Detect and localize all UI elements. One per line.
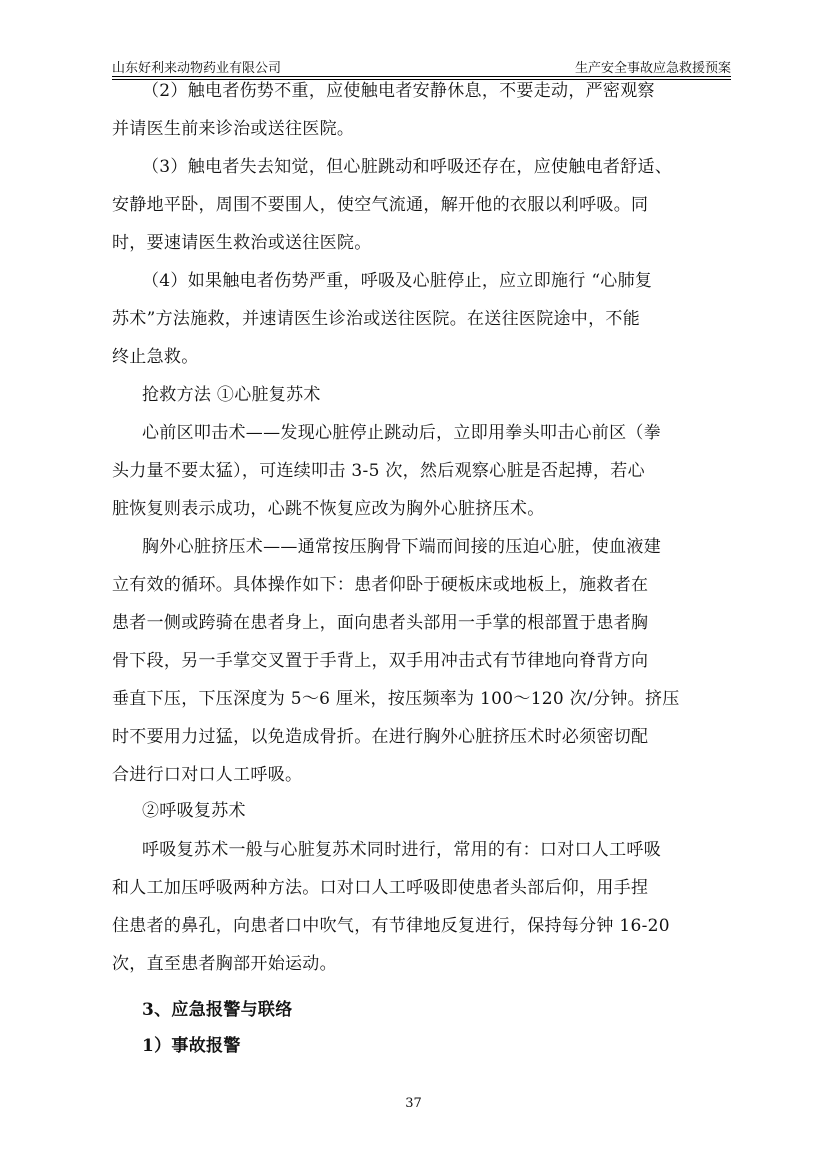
paragraph-line: 骨下段，另一手掌交叉置于手背上，双手用冲击式有节律地向脊背方向: [112, 651, 649, 671]
paragraph-line: 呼吸复苏术一般与心脏复苏术同时进行，常用的有：口对口人工呼吸: [142, 840, 661, 860]
paragraph-line: 垂直下压，下压深度为 5～6 厘米，按压频率为 100～120 次/分钟。挤压: [112, 689, 680, 709]
paragraph-line: 和人工加压呼吸两种方法。口对口人工呼吸即使患者头部后仰，用手捏: [112, 878, 649, 898]
paragraph-line: 立有效的循环。具体操作如下：患者仰卧于硬板床或地板上，施救者在: [112, 575, 649, 595]
paragraph-line: 脏恢复则表示成功，心跳不恢复应改为胸外心脏挤压术。: [112, 499, 545, 519]
paragraph-line: 住患者的鼻孔，向患者口中吹气，有节律地反复进行，保持每分钟 16-20: [112, 916, 670, 936]
header-company: 山东好利来动物药业有限公司: [112, 61, 282, 76]
header-rule: [112, 76, 731, 77]
paragraph-line: ②呼吸复苏术: [142, 801, 246, 821]
paragraph-line: 时不要用力过猛，以免造成骨折。在进行胸外心脏挤压术时必须密切配: [112, 727, 649, 747]
paragraph-line: 安静地平卧，周围不要围人，使空气流通，解开他的衣服以利呼吸。同: [112, 195, 649, 215]
section-heading: 3、应急报警与联络: [142, 1000, 293, 1020]
paragraph-line: 心前区叩击术——发现心脏停止跳动后，立即用拳头叩击心前区（拳: [142, 423, 661, 443]
subsection-heading: 1）事故报警: [142, 1036, 241, 1056]
paragraph-line: （2）触电者伤势不重，应使触电者安静休息，不要走动，严密观察: [142, 81, 655, 101]
paragraph-line: 抢救方法 ①心脏复苏术: [142, 385, 321, 405]
paragraph-line: 终止急救。: [112, 347, 199, 367]
paragraph-line: （4）如果触电者伤势严重，呼吸及心脏停止，应立即施行 “心肺复: [142, 271, 653, 291]
paragraph-line: 次，直至患者胸部开始运动。: [112, 954, 337, 974]
paragraph-line: 患者一侧或跨骑在患者身上，面向患者头部用一手掌的根部置于患者胸: [112, 613, 649, 633]
paragraph-line: 苏术”方法施救，并速请医生诊治或送往医院。在送往医院途中，不能: [112, 309, 640, 329]
paragraph-line: 并请医生前来诊治或送往医院。: [112, 119, 355, 139]
page-number: 37: [405, 1096, 422, 1111]
paragraph-line: 胸外心脏挤压术——通常按压胸骨下端而间接的压迫心脏，使血液建: [142, 537, 661, 557]
header-document-title: 生产安全事故应急救援预案: [574, 61, 731, 76]
paragraph-line: 头力量不要太猛），可连续叩击 3-5 次，然后观察心脏是否起搏，若心: [112, 461, 645, 481]
paragraph-line: （3）触电者失去知觉，但心脏跳动和呼吸还存在，应使触电者舒适、: [142, 157, 673, 177]
paragraph-line: 时，要速请医生救治或送往医院。: [112, 233, 372, 253]
paragraph-line: 合进行口对口人工呼吸。: [112, 765, 303, 785]
page-header: [112, 54, 731, 76]
